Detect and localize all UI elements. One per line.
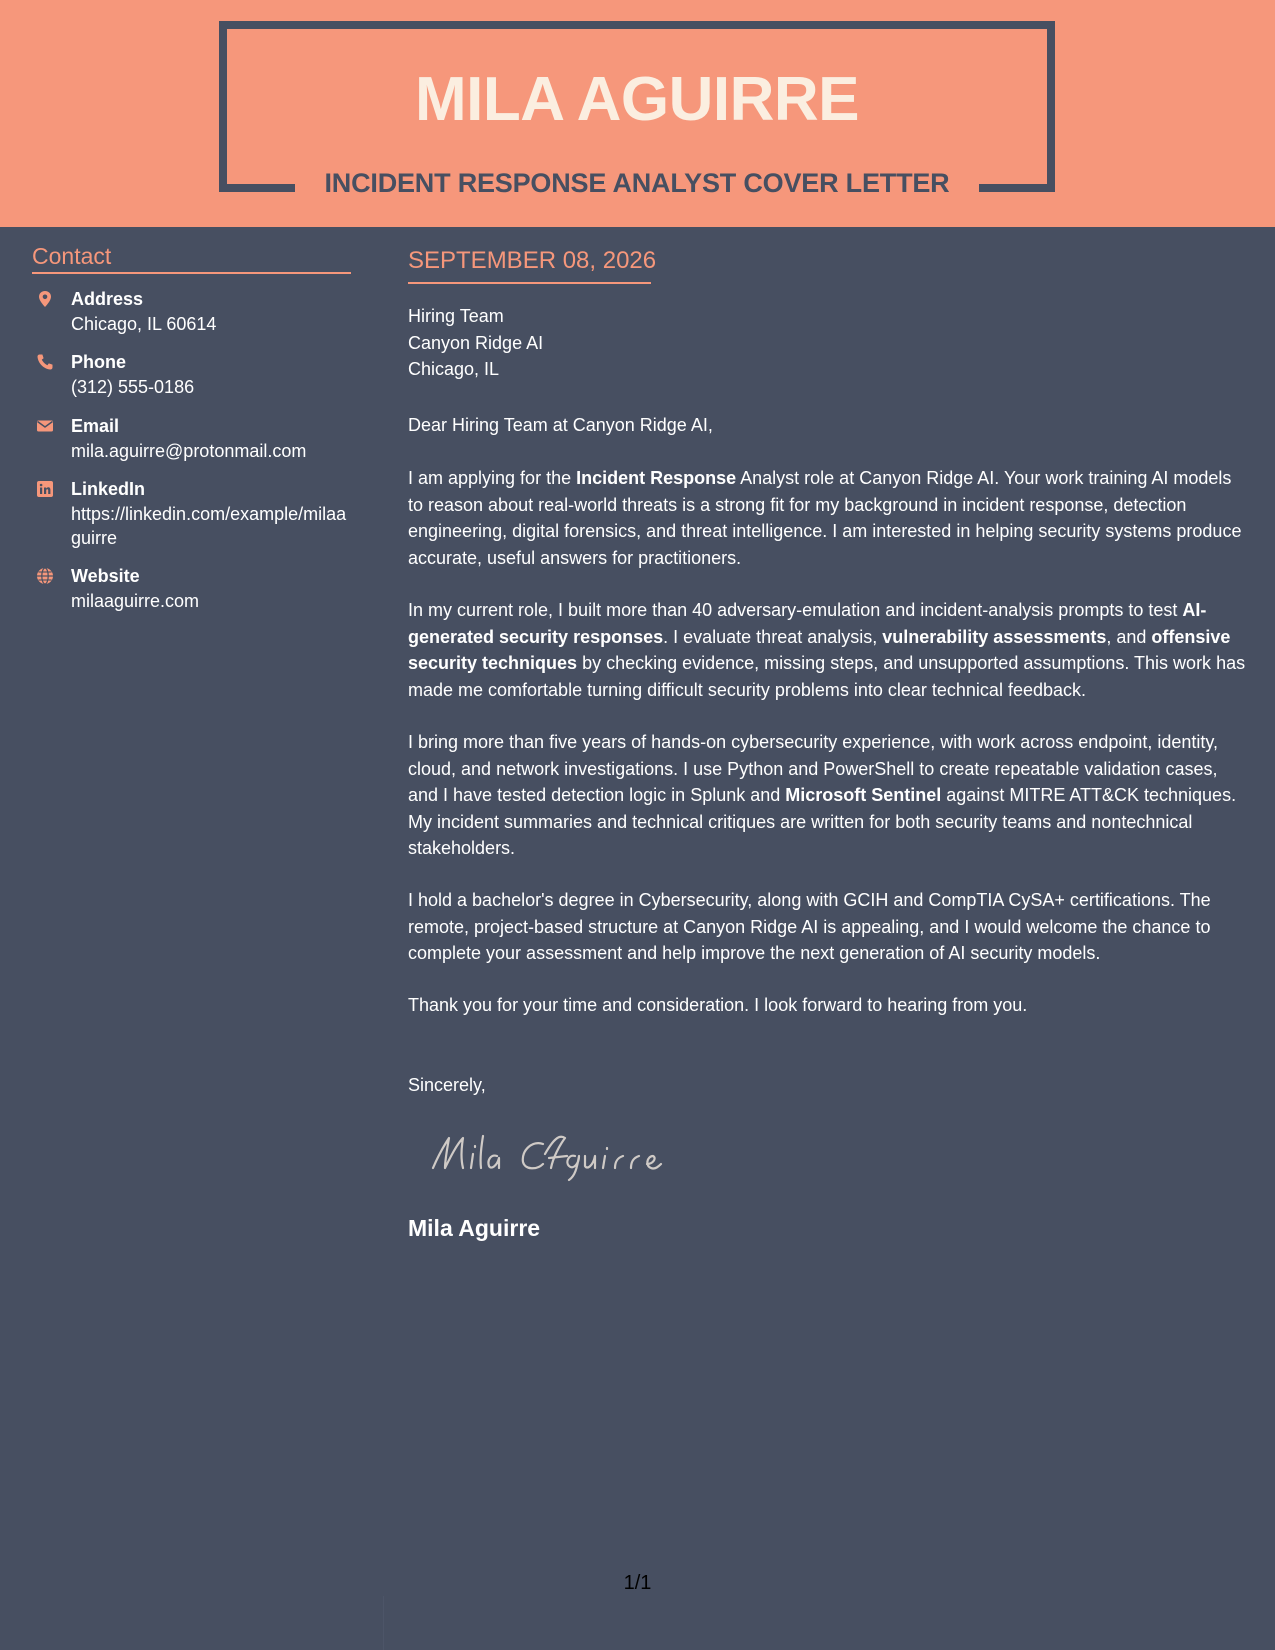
paragraph-text: I bring more than five years of hands-on cybersecurity experience, with work across endpoint, identity, cloud, and network investigations. I use Python and PowerShell to create repeatable validation cases, and I have tested detection logic in Splunk and [408, 732, 1219, 805]
recipient-line: Chicago, IL [408, 359, 500, 379]
column-divider [383, 1596, 384, 1650]
contact-value: (312) 555-0186 [71, 377, 195, 397]
emphasized-text: vulnerability assessments [882, 626, 1107, 647]
emphasized-text: offensive security techniques [408, 626, 1231, 673]
linkedin-icon [36, 480, 54, 498]
contact-label: Website [71, 566, 140, 586]
header-frame-right [1047, 21, 1055, 192]
document-subtitle: INCIDENT RESPONSE ANALYST COVER LETTER [324, 168, 950, 198]
paragraph-text: . I evaluate threat analysis, [663, 626, 883, 647]
contact-heading: Contact [32, 243, 112, 269]
recipient-line: Canyon Ridge AI [408, 332, 544, 353]
paragraph-text: against MITRE ATT&CK techniques. My incident summaries and technical critiques are written for both security teams and nontechnical stakeholders. [408, 785, 1237, 858]
emphasized-text: AI-generated security responses [408, 600, 1207, 647]
body-paragraph [408, 597, 1248, 703]
recipient-block [408, 303, 543, 383]
page-number: 1/1 [623, 1572, 652, 1594]
contact-label: Address [71, 289, 144, 309]
closing-line: Thank you for your time and consideration. I look forward to hearing from you. [408, 995, 1028, 1015]
contact-value[interactable]: https://linkedin.com/example/milaaguirre [71, 504, 347, 548]
paragraph-text: , and [1106, 626, 1152, 647]
paragraph-text: I hold a bachelor's degree in Cybersecurity, along with GCIH and CompTIA CySA+ certifications. The remote, project-based structure at Canyon Ridge AI is appealing, and I would welcome the chance to complete your assessment and help improve the next generation of AI security models. [408, 890, 1211, 963]
signature-image [425, 1124, 665, 1184]
emphasized-text: Incident Response [576, 468, 737, 488]
date-divider [408, 282, 651, 284]
phone-icon [36, 353, 54, 371]
salutation: Dear Hiring Team at Canyon Ridge AI, [408, 415, 713, 435]
body-paragraph [408, 729, 1248, 862]
contact-label: LinkedIn [71, 479, 146, 499]
sign-off: Sincerely, [408, 1075, 486, 1095]
globe-icon [36, 567, 54, 585]
body-paragraph [408, 887, 1248, 967]
recipient-line: Hiring Team [408, 306, 504, 326]
contact-divider [32, 272, 351, 274]
signer-name: Mila Aguirre [408, 1215, 541, 1241]
contact-value[interactable]: milaaguirre.com [71, 591, 200, 611]
envelope-icon [36, 417, 54, 435]
paragraph-text: I am applying for the [408, 468, 577, 488]
paragraph-text: In my current role, I built more than 40 adversary-emulation and incident-analysis prompts to test [408, 600, 1183, 620]
header-banner [0, 0, 1275, 227]
paragraph-text: by checking evidence, missing steps, and unsupported assumptions. This work has made me comfortable turning difficult security problems into clear technical feedback. [408, 653, 1246, 700]
header-frame-bottom-left [219, 184, 295, 192]
contact-label: Email [71, 416, 120, 436]
header-frame-top [219, 21, 1055, 29]
applicant-name: MILA AGUIRRE [414, 65, 860, 134]
contact-value: Chicago, IL 60614 [71, 314, 217, 334]
contact-label: Phone [71, 352, 127, 372]
map-pin-icon [36, 290, 54, 308]
contact-value[interactable]: mila.aguirre@protonmail.com [71, 441, 307, 461]
emphasized-text: Microsoft Sentinel [785, 785, 942, 805]
header-frame-left [219, 21, 227, 192]
body-paragraph [408, 465, 1248, 571]
paragraph-text: Analyst role at Canyon Ridge AI. Your work training AI models to reason about real-world threats is a strong fit for my background in incident response, detection engineering, digital forensics, and threat intelligence. I am interested in helping security systems produce accurate, useful answers for practitioners. [408, 468, 1242, 568]
letter-date: SEPTEMBER 08, 2026 [408, 247, 657, 274]
header-frame-bottom-right [979, 184, 1055, 192]
